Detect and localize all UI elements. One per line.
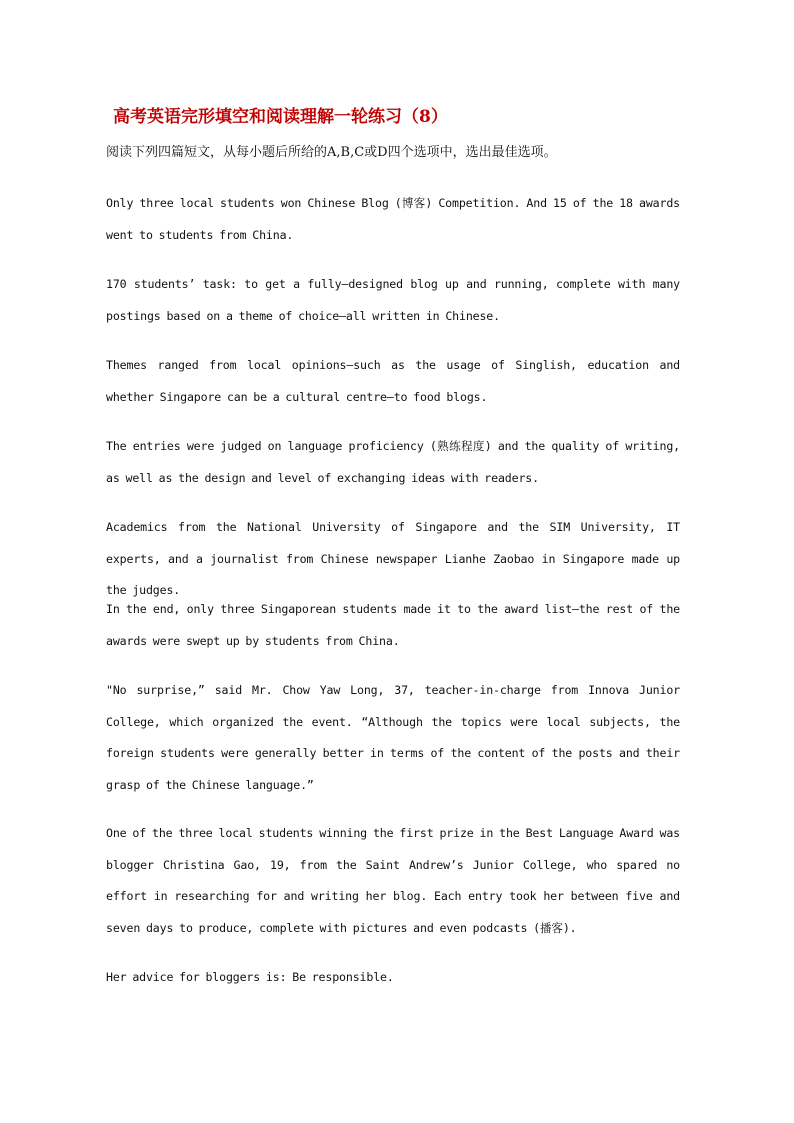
paragraph-1: Only three local students won Chinese Blog (博客) Competition. And 15 of the 18 awards went to students from China. xyxy=(106,196,680,242)
paragraph-3: Themes ranged from local opinions—such as the usage of Singlish, education and whether Singapore can be a cultural centre—to food blogs. xyxy=(106,358,680,404)
paragraph-9: Her advice for bloggers is: Be responsible. xyxy=(106,970,394,984)
paragraph-6: In the end, only three Singaporean students made it to the award list—the rest of the awards were swept up by students from China. xyxy=(106,602,680,648)
paragraph-2: 170 students’ task: to get a fully—designed blog up and running, complete with many postings based on a theme of choice—all written in Chinese. xyxy=(106,277,680,323)
instruction-text: 阅读下列四篇短文，从每小题后所给的A,B,C或D四个选项中，选出最佳选项。 xyxy=(106,145,557,160)
paragraph-7: "No surprise,” said Mr. Chow Yaw Long, 37, teacher-in-charge from Innova Junior College, which organized the event. “Although the topics were local subjects, the foreign students were generally better in terms of the content of the posts and their grasp of the Chinese language.” xyxy=(106,683,680,792)
paragraph-4: The entries were judged on language proficiency (熟练程度) and the quality of writing, as well as the design and level of exchanging ideas with readers. xyxy=(106,439,680,485)
paragraph-5: Academics from the National University of Singapore and the SIM University, IT experts, and a journalist from Chinese newspaper Lianhe Zaobao in Singapore made up the judges. xyxy=(106,520,680,597)
paragraph-8: One of the three local students winning the first prize in the Best Language Award was blogger Christina Gao, 19, from the Saint Andrew’s Junior College, who spared no effort in researching for and writing her blog. Each entry took her between five and seven days to produce, complete with pictures and even podcasts (播客). xyxy=(106,826,680,935)
page-title: 高考英语完形填空和阅读理解一轮练习（8） xyxy=(113,107,448,127)
